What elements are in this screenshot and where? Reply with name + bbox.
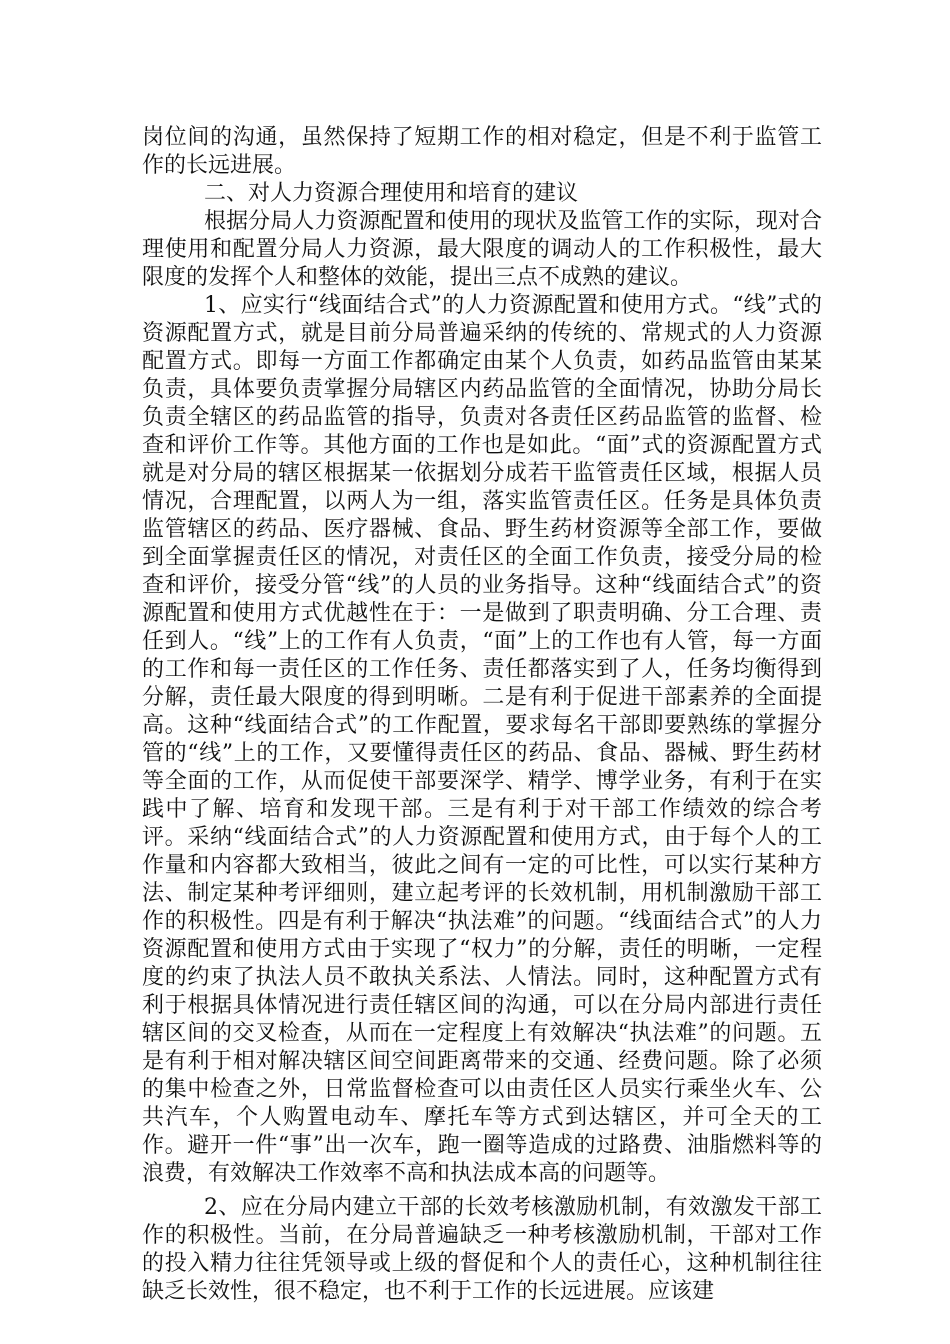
paragraph-suggestion-1: 1、应实行“线面结合式”的人力资源配置和使用方式。“线”式的资源配置方式，就是目前分局普遍采纳的传统的、常规式的人力资源配置方式。即每一方面工作都确定由某个人负责，如药品监管由某某负责，具体要负责掌握分局辖区内药品监管的全面情况，协助分局长负责全辖区的药品监管的指导，负责对各责任区药品监管的监督、检查和评价工作等。其他方面的工作也是如此。“面”式的资源配置方式就是对分局的辖区根据某一依据划分成若干监管责任区域，根据人员情况，合理配置，以两人为一组，落实监管责任区。任务是具体负责监管辖区的药品、医疗器械、食品、野生药材资源等全部工作，要做到全面掌握责任区的情况，对责任区的全面工作负责，接受分局的检查和评价，接受分管“线”的人员的业务指导。这种“线面结合式”的资源配置和使用方式优越性在于：一是做到了职责明确、分工合理、责任到人。“线”上的工作有人负责，“面”上的工作也有人管，每一方面的工作和每一责任区的工作任务、责任都落实到了人，任务均衡得到分解，责任最大限度的得到明晰。二是有利于促进干部素养的全面提高。这种“线面结合式”的工作配置，要求每名干部即要熟练的掌握分管的“线”上的工作，又要懂得责任区的药品、食品、器械、野生药材等全面的工作，从而促使干部要深学、精学、博学业务，有利于在实践中了解、培育和发现干部。三是有利于对干部工作绩效的综合考评。采纳“线面结合式”的人力资源配置和使用方式，由于每个人的工作量和内容都大致相当，彼此之间有一定的可比性，可以实行某种方法、制定某种考评细则，建立起考评的长效机制，用机制激励干部工作的积极性。四是有利于解决“执法难”的问题。“线面结合式”的人力资源配置和使用方式由于实现了“权力”的分解，责任的明晰，一定程度的约束了执法人员不敢执关系法、人情法。同时，这种配置方式有利于根据具体情况进行责任辖区间的沟通，可以在分局内部进行责任辖区间的交叉检查，从而在一定程度上有效解决“执法难”的问题。五是有利于相对解决辖区间空间距离带来的交通、经费问题。除了必须的集中检查之外，日常监督检查可以由责任区人员实行乘坐火车、公共汽车，个人购置电动车、摩托车等方式到达辖区，并可全天的工作。避开一件“事”出一次车，跑一圈等造成的过路费、油脂燃料等的浪费，有效解决工作效率不高和执法成本高的问题等。: [142, 293, 822, 1186]
document-body: [142, 124, 822, 1306]
paragraph-intro: 根据分局人力资源配置和使用的现状及监管工作的实际，现对合理使用和配置分局人力资源，最大限度的调动人的工作积极性，最大限度的发挥个人和整体的效能，提出三点不成熟的建议。: [142, 209, 822, 290]
paragraph-suggestion-2: 2、应在分局内建立干部的长效考核激励机制，有效激发干部工作的积极性。当前，在分局普遍缺乏一种考核激励机制，干部对工作的投入精力往往凭领导或上级的督促和个人的责任心，这种机制往往缺乏长效性，很不稳定，也不利于工作的长远进展。应该建: [142, 1195, 822, 1304]
section-heading: 二、对人力资源合理使用和培育的建议: [204, 181, 579, 206]
paragraph-continuation: 岗位间的沟通，虽然保持了短期工作的相对稳定，但是不利于监管工作的长远进展。: [142, 125, 822, 178]
